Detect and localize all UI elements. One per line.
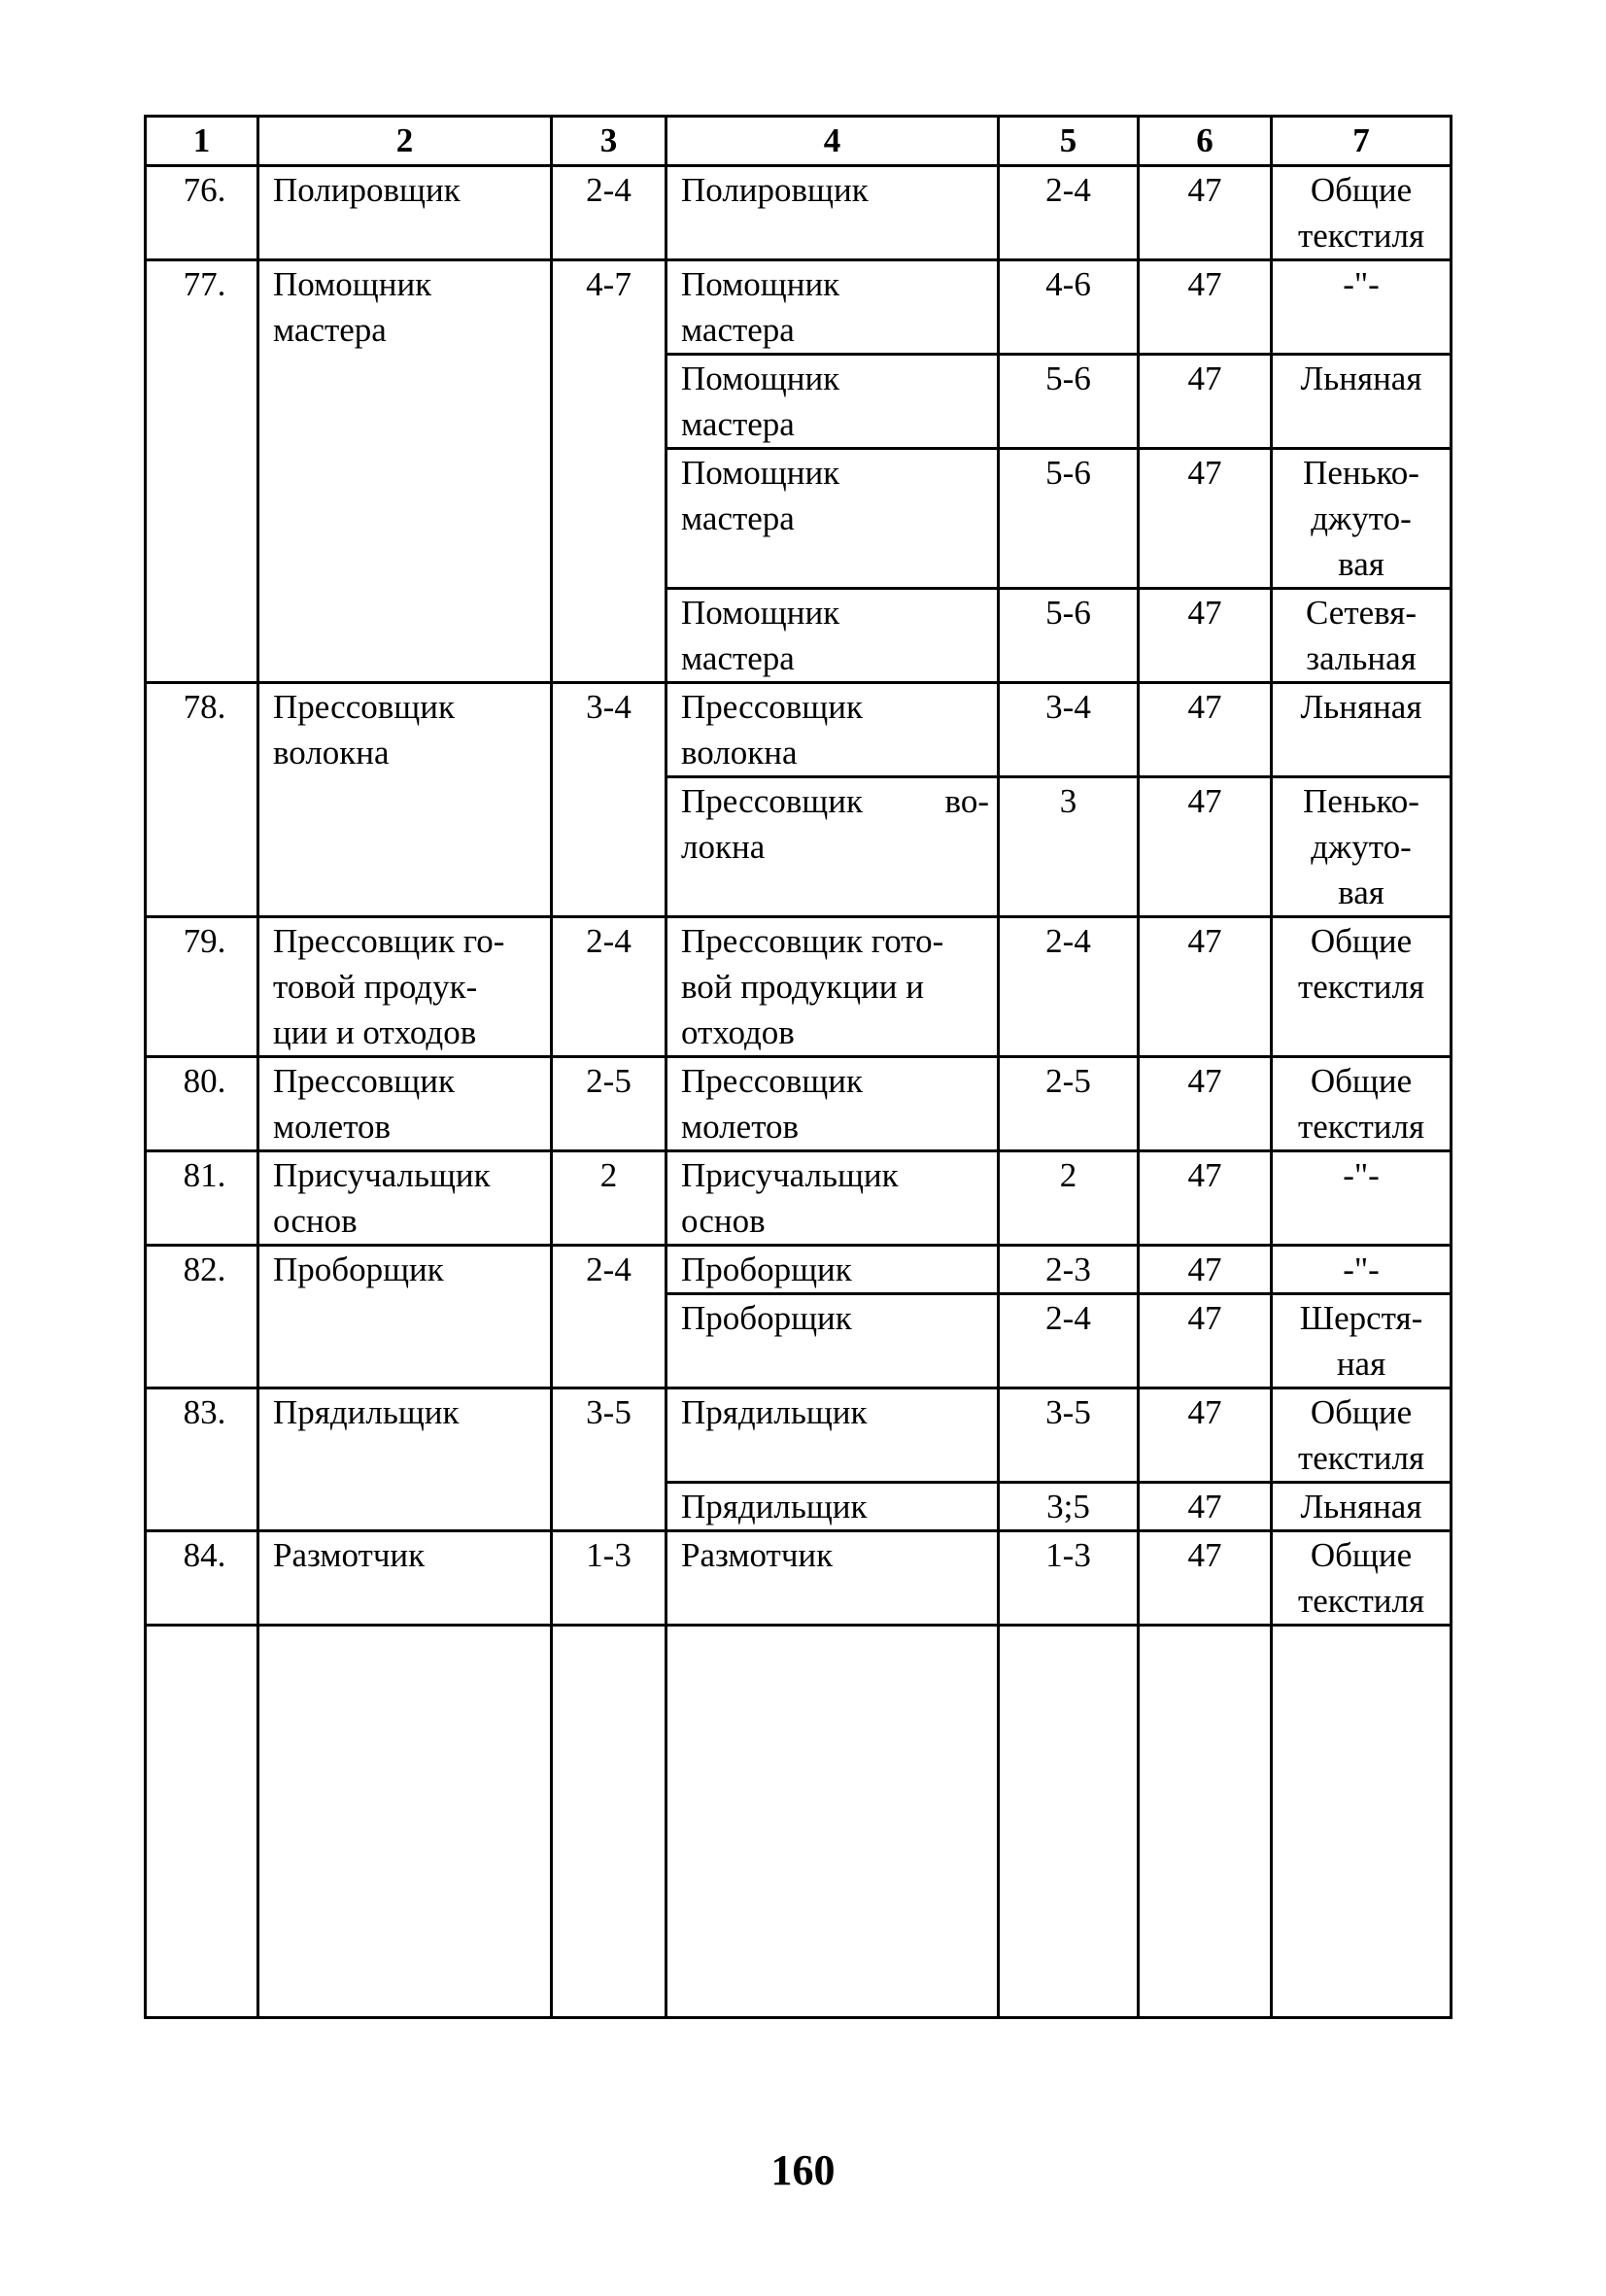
section-name: Общие текстиля (1272, 1388, 1452, 1483)
entry-number: 84. (146, 1531, 258, 1626)
issue-number: 47 (1139, 917, 1272, 1057)
table-row (146, 260, 1452, 355)
sub-profession-name: Прядильщик (666, 1388, 999, 1483)
grade-range: 2-4 (552, 1246, 666, 1388)
sub-profession-name: Прессовщик гото- вой продукции и отходов (666, 917, 999, 1057)
table-row (146, 1388, 1452, 1483)
entry-number: 81. (146, 1151, 258, 1246)
table-row (146, 1531, 1452, 1626)
sub-grade-range: 3-5 (999, 1388, 1139, 1483)
profession-name: Проборщик (258, 1246, 552, 1388)
sub-profession-name: Проборщик (666, 1294, 999, 1388)
entry-number: 80. (146, 1057, 258, 1151)
sub-profession-name: Прессовщик во- локна (666, 777, 999, 917)
issue-number: 47 (1139, 1294, 1272, 1388)
issue-number: 47 (1139, 449, 1272, 589)
empty-cell (258, 1626, 552, 2018)
sub-grade-range: 5-6 (999, 355, 1139, 449)
entry-number: 78. (146, 683, 258, 917)
profession-name: Прессовщик го- товой продук- ции и отходов (258, 917, 552, 1057)
entry-number: 82. (146, 1246, 258, 1388)
grade-range: 2-4 (552, 166, 666, 260)
section-name: Общие текстиля (1272, 1531, 1452, 1626)
sub-profession-name: Полировщик (666, 166, 999, 260)
sub-grade-range: 1-3 (999, 1531, 1139, 1626)
section-name: Льняная (1272, 355, 1452, 449)
entry-number: 83. (146, 1388, 258, 1531)
sub-grade-range: 2-4 (999, 917, 1139, 1057)
sub-profession-name: Присучальщик основ (666, 1151, 999, 1246)
grade-range: 2-4 (552, 917, 666, 1057)
table-row (146, 166, 1452, 260)
sub-profession-name: Проборщик (666, 1246, 999, 1294)
grade-range: 2 (552, 1151, 666, 1246)
header-row (146, 117, 1452, 166)
sub-grade-range: 5-6 (999, 589, 1139, 683)
sub-grade-range: 2-5 (999, 1057, 1139, 1151)
section-name: Шерстя- ная (1272, 1294, 1452, 1388)
section-name: Общие текстиля (1272, 166, 1452, 260)
profession-name: Прессовщик волокна (258, 683, 552, 917)
section-name: Общие текстиля (1272, 1057, 1452, 1151)
table-row (146, 683, 1452, 777)
sub-profession-name: Размотчик (666, 1531, 999, 1626)
sub-profession-name: Прессовщик молетов (666, 1057, 999, 1151)
table-row (146, 1151, 1452, 1246)
issue-number: 47 (1139, 1151, 1272, 1246)
page-number: 160 (770, 2146, 836, 2194)
empty-cell (1272, 1626, 1452, 2018)
profession-name: Присучальщик основ (258, 1151, 552, 1246)
empty-row (146, 1626, 1452, 2018)
section-name: -"- (1272, 1246, 1452, 1294)
col-header-7: 7 (1272, 117, 1452, 166)
table-row (146, 1246, 1452, 1294)
issue-number: 47 (1139, 777, 1272, 917)
sub-profession-name: Помощник мастера (666, 589, 999, 683)
issue-number: 47 (1139, 355, 1272, 449)
grade-range: 4-7 (552, 260, 666, 683)
section-name: Льняная (1272, 683, 1452, 777)
entry-number: 77. (146, 260, 258, 683)
profession-name: Помощник мастера (258, 260, 552, 683)
col-header-1: 1 (146, 117, 258, 166)
issue-number: 47 (1139, 1483, 1272, 1531)
table-row (146, 1057, 1452, 1151)
section-name: -"- (1272, 260, 1452, 355)
profession-name: Прессовщик молетов (258, 1057, 552, 1151)
sub-grade-range: 5-6 (999, 449, 1139, 589)
sub-grade-range: 3-4 (999, 683, 1139, 777)
grade-range: 1-3 (552, 1531, 666, 1626)
section-name: Пенько- джуто- вая (1272, 449, 1452, 589)
issue-number: 47 (1139, 1388, 1272, 1483)
profession-name: Полировщик (258, 166, 552, 260)
profession-name: Размотчик (258, 1531, 552, 1626)
grade-range: 3-4 (552, 683, 666, 917)
section-name: Сетевя- зальная (1272, 589, 1452, 683)
section-name: Льняная (1272, 1483, 1452, 1531)
col-header-4: 4 (666, 117, 999, 166)
issue-number: 47 (1139, 166, 1272, 260)
col-header-5: 5 (999, 117, 1139, 166)
empty-cell (666, 1626, 999, 2018)
issue-number: 47 (1139, 589, 1272, 683)
issue-number: 47 (1139, 1531, 1272, 1626)
sub-grade-range: 3 (999, 777, 1139, 917)
section-name: Пенько- джуто- вая (1272, 777, 1452, 917)
issue-number: 47 (1139, 1246, 1272, 1294)
sub-grade-range: 2-4 (999, 166, 1139, 260)
col-header-3: 3 (552, 117, 666, 166)
section-name: Общие текстиля (1272, 917, 1452, 1057)
col-header-2: 2 (258, 117, 552, 166)
col-header-6: 6 (1139, 117, 1272, 166)
empty-cell (1139, 1626, 1272, 2018)
sub-grade-range: 2-4 (999, 1294, 1139, 1388)
sub-profession-name: Помощник мастера (666, 355, 999, 449)
grade-range: 3-5 (552, 1388, 666, 1531)
sub-profession-name: Прядильщик (666, 1483, 999, 1531)
sub-profession-name: Помощник мастера (666, 260, 999, 355)
sub-grade-range: 2-3 (999, 1246, 1139, 1294)
issue-number: 47 (1139, 1057, 1272, 1151)
empty-cell (999, 1626, 1139, 2018)
issue-number: 47 (1139, 260, 1272, 355)
empty-cell (146, 1626, 258, 2018)
profession-table (144, 115, 1452, 2019)
sub-grade-range: 2 (999, 1151, 1139, 1246)
table-row (146, 917, 1452, 1057)
entry-number: 76. (146, 166, 258, 260)
section-name: -"- (1272, 1151, 1452, 1246)
sub-grade-range: 4-6 (999, 260, 1139, 355)
sub-profession-name: Прессовщик волокна (666, 683, 999, 777)
entry-number: 79. (146, 917, 258, 1057)
grade-range: 2-5 (552, 1057, 666, 1151)
empty-cell (552, 1626, 666, 2018)
profession-name: Прядильщик (258, 1388, 552, 1531)
sub-grade-range: 3;5 (999, 1483, 1139, 1531)
issue-number: 47 (1139, 683, 1272, 777)
sub-profession-name: Помощник мастера (666, 449, 999, 589)
